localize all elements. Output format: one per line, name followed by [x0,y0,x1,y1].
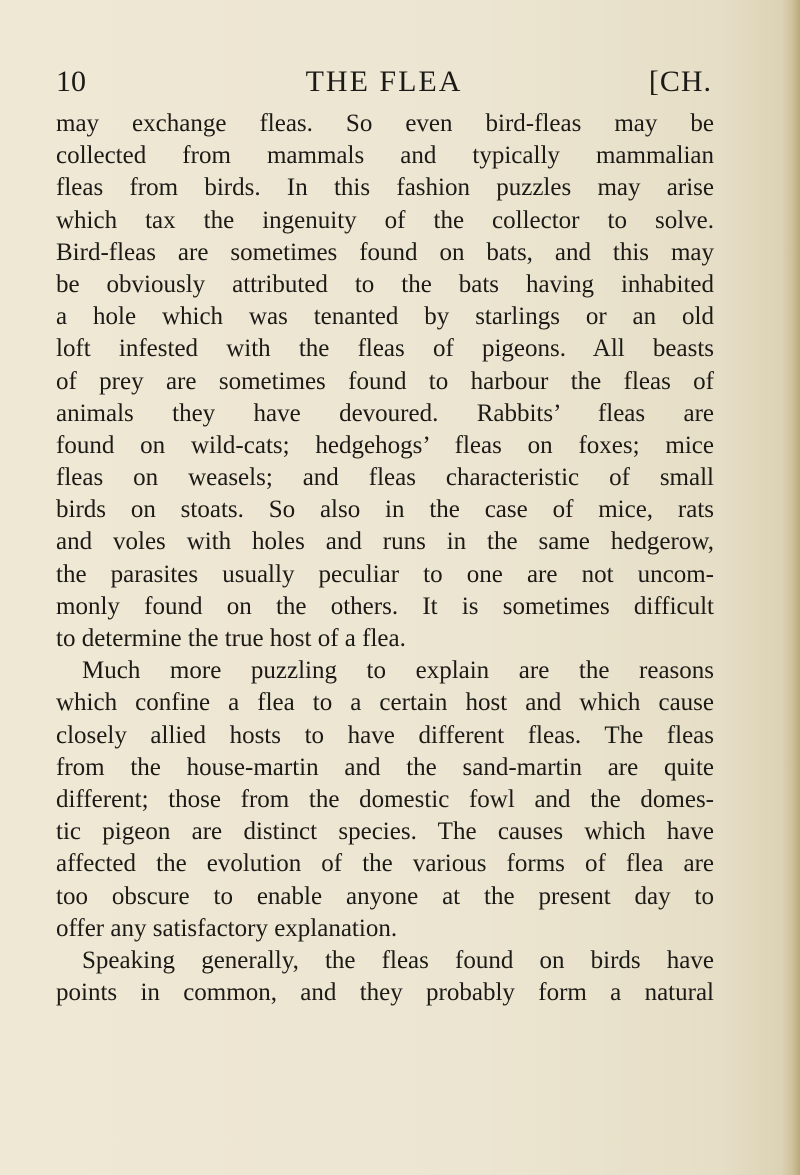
text-line: points in common, and they probably form a natural [56,979,714,1007]
text-line: which tax the ingenuity of the collector to solve. [56,206,714,234]
text-line: fleas from birds. In this fashion puzzles may arise [56,174,714,202]
text-line: different; those from the domestic fowl and the domes- [56,785,714,813]
running-title: THE FLEA [305,65,463,98]
text-line: and voles with holes and runs in the same hedgerow, [56,528,714,556]
text-line: Bird-fleas are sometimes found on bats, and this may [56,238,714,266]
text-line: loft infested with the fleas of pigeons. All beasts [56,335,714,363]
text-line: collected from mammals and typically mammalian [56,142,714,170]
text-line: animals they have devoured. Rabbits’ fleas are [56,399,714,427]
text-line: found on wild-cats; hedgehogs’ fleas on foxes; mice [56,431,714,459]
text-line: fleas on weasels; and fleas characteristic of small [56,464,714,492]
text-line: Much more puzzling to explain are the reasons [82,657,714,685]
text-line: to determine the true host of a flea. [56,625,406,652]
text-line: be obviously attributed to the bats having inhabited [56,270,714,298]
text-line: may exchange fleas. So even bird-fleas may be [56,110,714,137]
text-line: birds on stoats. So also in the case of mice, rats [56,496,714,524]
text-line: closely allied hosts to have different fleas. The fleas [56,721,714,749]
text-line: the parasites usually peculiar to one are not uncom- [56,560,714,588]
text-line: monly found on the others. It is sometimes difficult [56,592,714,620]
page-edge-shadow [782,0,800,1175]
text-line: from the house-martin and the sand-martin are quite [56,753,714,781]
body-text [56,108,714,1009]
text-line: of prey are sometimes found to harbour the fleas of [56,367,714,395]
running-header [56,60,712,104]
chapter-mark: [CH. [648,65,712,98]
text-line: tic pigeon are distinct species. The causes which have [56,818,714,846]
text-line: affected the evolution of the various forms of flea are [56,850,714,878]
text-line: which confine a flea to a certain host and which cause [56,689,714,717]
text-line: Speaking generally, the fleas found on birds have [82,946,714,974]
text-line: too obscure to enable anyone at the present day to [56,882,714,910]
text-line: a hole which was tenanted by starlings or an old [56,303,714,331]
text-line: offer any satisfactory explanation. [56,914,398,942]
page-number: 10 [56,65,86,98]
